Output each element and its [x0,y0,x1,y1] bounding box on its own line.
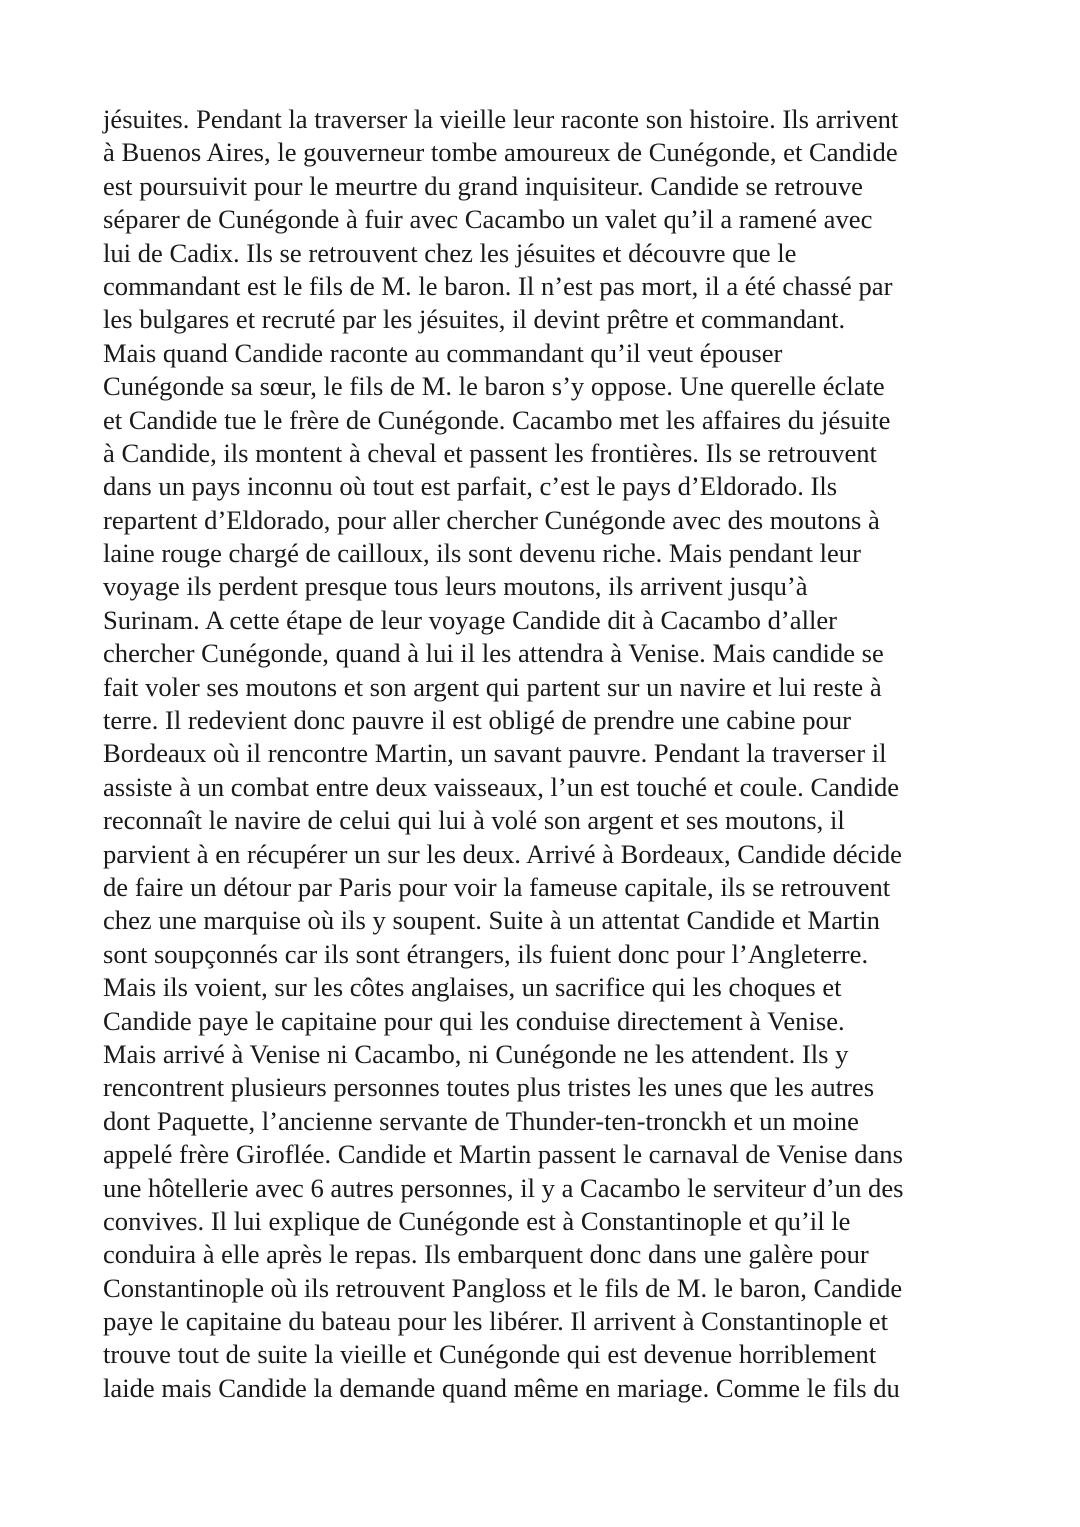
text-line: appelé frère Giroflée. Candide et Martin passent le carnaval de Venise dans [103,1139,903,1170]
text-line: trouve tout de suite la vieille et Cunégonde qui est devenue horriblement [103,1339,877,1370]
text-line: Cunégonde sa sœur, le fils de M. le baron s’y oppose. Une querelle éclate [103,371,885,402]
text-line: voyage ils perdent presque tous leurs moutons, ils arrivent jusqu’à [103,571,808,602]
text-line: à Candide, ils montent à cheval et passent les frontières. Ils se retrouvent [103,437,877,468]
text-line: paye le capitaine du bateau pour les libérer. Il arrivent à Constantinople et [103,1306,888,1337]
text-line: sont soupçonnés car ils sont étrangers, ils fuient donc pour l’Angleterre. [103,938,869,969]
text-line: lui de Cadix. Ils se retrouvent chez les jésuites et découvre que le [103,237,797,268]
text-line: dont Paquette, l’ancienne servante de Thunder-ten-tronckh et un moine [103,1105,859,1136]
text-line: est poursuivit pour le meurtre du grand inquisiteur. Candide se retrouve [103,170,863,201]
text-line: Mais ils voient, sur les côtes anglaises, un sacrifice qui les choques et [103,972,842,1003]
text-line: séparer de Cunégonde à fuir avec Cacambo un valet qu’il a ramené avec [103,204,873,235]
text-line: convives. Il lui explique de Cunégonde est à Constantinople et qu’il le [103,1205,851,1236]
text-line: assiste à un combat entre deux vaisseaux, l’un est touché et coule. Candide [103,771,900,802]
text-line: terre. Il redevient donc pauvre il est obligé de prendre une cabine pour [103,705,852,736]
body-text [103,103,1003,1405]
text-line: repartent d’Eldorado, pour aller chercher Cunégonde avec des moutons à [103,504,880,535]
text-line: conduira à elle après le repas. Ils embarquent donc dans une galère pour [103,1239,869,1270]
text-line: Mais arrivé à Venise ni Cacambo, ni Cunégonde ne les attendent. Ils y [103,1038,849,1069]
text-line: chercher Cunégonde, quand à lui il les attendra à Venise. Mais candide se [103,638,884,669]
text-line: une hôtellerie avec 6 autres personnes, il y a Cacambo le serviteur d’un des [103,1172,904,1203]
text-line: Surinam. A cette étape de leur voyage Candide dit à Cacambo d’aller [103,604,838,635]
text-line: laide mais Candide la demande quand même en mariage. Comme le fils du [103,1372,900,1403]
text-line: Mais quand Candide raconte au commandant qu’il veut épouser [103,337,783,368]
text-line: rencontrent plusieurs personnes toutes plus tristes les unes que les autres [103,1072,875,1103]
text-line: et Candide tue le frère de Cunégonde. Cacambo met les affaires du jésuite [103,404,891,435]
text-line: Candide paye le capitaine pour qui les conduise directement à Venise. [103,1005,845,1036]
text-line: parvient à en récupérer un sur les deux. Arrivé à Bordeaux, Candide décide [103,838,902,869]
text-line: de faire un détour par Paris pour voir la fameuse capitale, ils se retrouvent [103,871,891,902]
text-line: Bordeaux où il rencontre Martin, un savant pauvre. Pendant la traverser il [103,738,887,769]
text-line: chez une marquise où ils y soupent. Suite à un attentat Candide et Martin [103,905,880,936]
text-line: jésuites. Pendant la traverser la vieille leur raconte son histoire. Ils arrivent [103,104,899,134]
text-line: fait voler ses moutons et son argent qui partent sur un navire et lui reste à [103,671,882,702]
text-line: reconnaît le navire de celui qui lui à volé son argent et ses moutons, il [103,805,845,836]
text-line: dans un pays inconnu où tout est parfait, c’est le pays d’Eldorado. Ils [103,471,838,502]
text-line: commandant est le fils de M. le baron. Il n’est pas mort, il a été chassé par [103,270,893,301]
text-line: à Buenos Aires, le gouverneur tombe amoureux de Cunégonde, et Candide [103,137,898,168]
text-line: les bulgares et recruté par les jésuites, il devint prêtre et commandant. [103,304,846,335]
text-line: Constantinople où ils retrouvent Pangloss et le fils de M. le baron, Candide [103,1272,903,1303]
text-line: laine rouge chargé de cailloux, ils sont devenu riche. Mais pendant leur [103,538,861,569]
